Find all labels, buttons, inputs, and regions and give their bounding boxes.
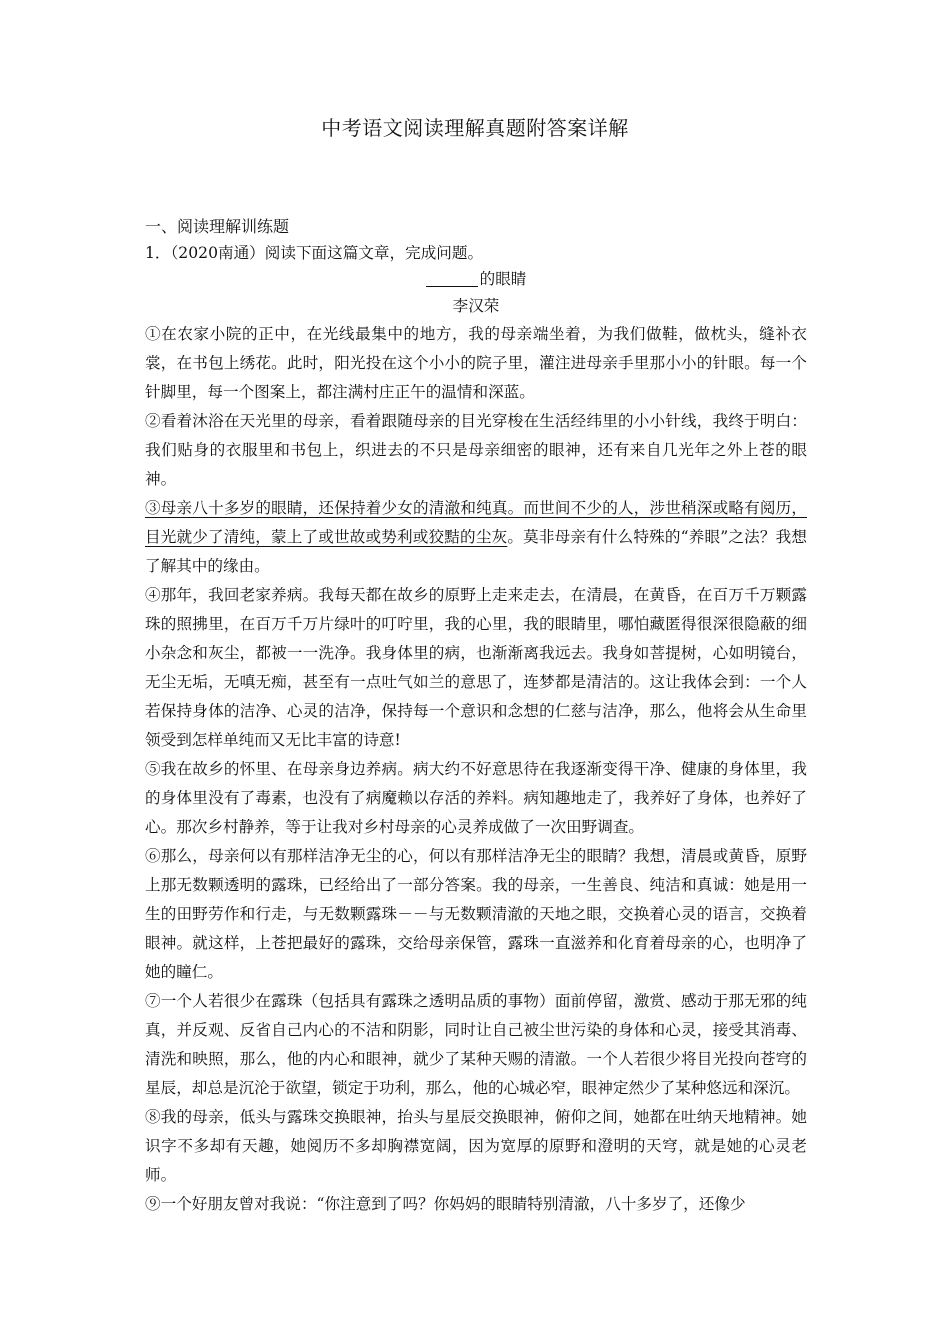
paragraph-1: ①在农家小院的正中，在光线最集中的地方，我的母亲端坐着，为我们做鞋，做枕头，缝补衣裳，在书包上绣花。此时，阳光投在这个小小的院子里，灌注进母亲手里那小小的针眼。每一个针脚里，每一个图案上，都注满村庄正午的温情和深蓝。 [145,325,807,401]
question-prompt: 1．（2020南通）阅读下面这篇文章，完成问题。 [145,244,484,262]
paragraph-5: ⑤我在故乡的怀里、在母亲身边养病。病大约不好意思待在我逐渐变得干净、健康的身体里，我的身体里没有了毒素，也没有了病魔赖以存活的养料。病知趣地走了，我养好了身体，也养好了心。那次乡村静养，等于让我对乡村母亲的心灵养成做了一次田野调查。 [145,760,807,836]
title-blank [426,268,478,287]
section-heading: 一、阅读理解训练题 [145,217,290,236]
paragraph-2: ②看着沐浴在天光里的母亲，看着跟随母亲的目光穿梭在生活经纬里的小小针线，我终于明白：我们贴身的衣服里和书包上，织进去的不只是母亲细密的眼神，还有来自几光年之外上苍的眼神。 [145,412,807,488]
underlined-sentence: ③母亲八十多岁的眼睛，还保持着少女的清澈和纯真。而世间不少的人，涉世稍深或略有阅历，目光就少了清纯，蒙上了或世故或势利或狡黠的尘灰 [145,499,807,546]
document-title: 中考语文阅读理解真题附答案详解 [321,116,629,140]
paragraph-8: ⑧我的母亲，低头与露珠交换眼神，抬头与星辰交换眼神，俯仰之间，她都在吐纳天地精神。她识字不多却有天趣，她阅历不多却胸襟宽阔，因为宽厚的原野和澄明的天穹，就是她的心灵老师。 [145,1108,807,1184]
paragraph-6: ⑥那么，母亲何以有那样洁净无尘的心，何以有那样洁净无尘的眼睛？我想，清晨或黄昏，原野上那无数颗透明的露珠，已经给出了一部分答案。我的母亲，一生善良、纯洁和真诚：她是用一生的田野劳作和行走，与无数颗露珠－－与无数颗清澈的天地之眼，交换着心灵的语言，交换着眼神。就这样，上苍把最好的露珠，交给母亲保管，露珠一直滋养和化育着母亲的心，也明净了她的瞳仁。 [145,847,807,981]
document-body [145,214,807,1219]
paragraph-4: ④那年，我回老家养病。我每天都在故乡的原野上走来走去，在清晨，在黄昏，在百万千万颗露珠的照拂里，在百万千万片绿叶的叮咛里，我的心里，我的眼睛里，哪怕藏匿得很深很隐蔽的细小杂念和灰尘，都被一一洗净。我身体里的病，也渐渐离我远去。我身如菩提树，心如明镜台，无尘无垢，无嗔无痴，甚至有一点吐气如兰的意思了，连梦都是清洁的。这让我体会到：一个人若保持身体的洁净、心灵的洁净，保持每一个意识和念想的仁慈与洁净，那么，他将会从生命里领受到怎样单纯而又无比丰富的诗意! [145,586,807,749]
paragraph-7: ⑦一个人若很少在露珠（包括具有露珠之透明品质的事物）面前停留，激赏、感动于那无邪的纯真，并反观、反省自己内心的不洁和阴影，同时让自己被尘世污染的身体和心灵，接受其消毒、清洗和映照，那么，他的内心和眼神，就少了某种天赐的清澈。一个人若很少将目光投向苍穹的星辰，却总是沉沦于欲望，锁定于功利，那么，他的心城必窄，眼神定然少了某种悠远和深沉。 [145,992,807,1097]
article-author: 李汉荣 [452,297,500,315]
article-title [145,266,807,293]
paragraph-9: ⑨一个好朋友曾对我说：“你注意到了吗？你妈妈的眼睛特别清澈，八十多岁了，还像少 [145,1195,746,1213]
paragraph-3 [145,494,807,581]
article-title-text: 的眼睛 [479,270,527,288]
paragraph-3-rest: 。莫非母亲有什么特殊的“养眼”之法？我想了解其中的缘由。 [145,528,807,575]
